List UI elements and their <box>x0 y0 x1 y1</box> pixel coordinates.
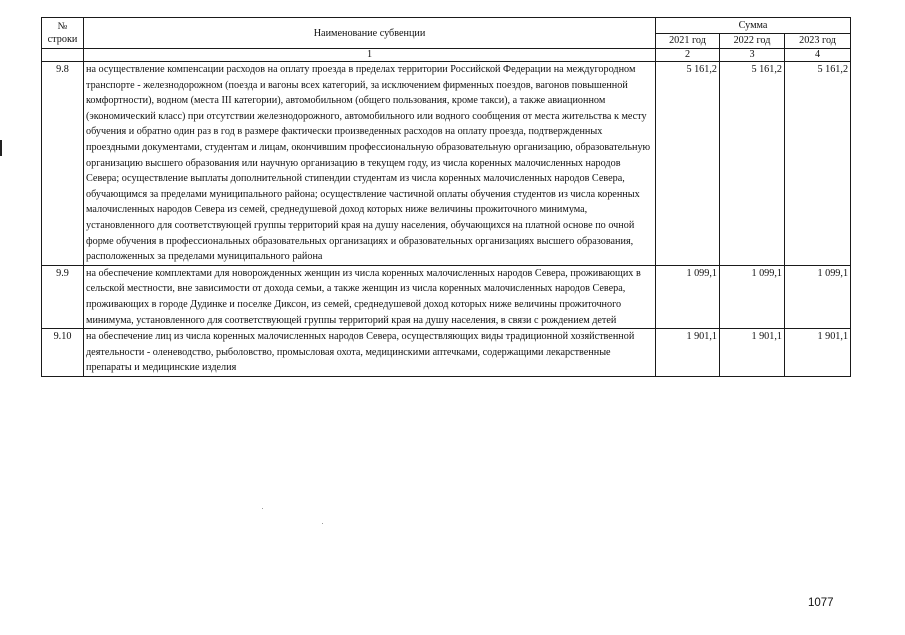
column-index-2: 2 <box>656 49 720 62</box>
header-row <box>42 18 851 34</box>
subsidy-name-cell: на обеспечение комплектами для новорожденных женщин из числа коренных малочисленных народов Севера, проживающих в сельской местности, вне зависимости от дохода семьи, а также женщин из числа коренных малочисленных народов Севера, проживающих в городе Дудинке и поселке Диксон, из семей, среднедушевой доход которых ниже величины прожиточного минимума, установленного для соответствующей группы территорий края на душу населения, в связи с рождением детей <box>84 265 656 328</box>
subsidy-table <box>41 17 851 377</box>
amount-2022-cell: 5 161,2 <box>720 62 785 266</box>
table-row <box>42 265 851 328</box>
subsidy-name-header: Наименование субвенции <box>84 18 656 49</box>
table-row <box>42 62 851 266</box>
table-row <box>42 329 851 377</box>
sum-header: Сумма <box>656 18 851 34</box>
column-index-empty <box>42 49 84 62</box>
year-2023-header: 2023 год <box>785 33 851 49</box>
row-number-cell: 9.10 <box>42 329 84 377</box>
subsidy-name-cell: на обеспечение лиц из числа коренных малочисленных народов Севера, осуществляющих виды традиционной хозяйственной деятельности - оленеводство, рыболовство, промысловая охота, медицинскими аптечками, содержащими лекарственные препараты и медицинские изделия <box>84 329 656 377</box>
amount-2021-cell: 5 161,2 <box>656 62 720 266</box>
year-2021-header: 2021 год <box>656 33 720 49</box>
page-number: 1077 <box>808 597 834 609</box>
column-index-1: 1 <box>84 49 656 62</box>
amount-2023-cell: 1 099,1 <box>785 265 851 328</box>
table-body <box>42 62 851 377</box>
amount-2022-cell: 1 901,1 <box>720 329 785 377</box>
row-number-header: № строки <box>42 18 84 49</box>
scan-speck <box>322 523 323 524</box>
row-number-cell: 9.8 <box>42 62 84 266</box>
column-index-row <box>42 49 851 62</box>
amount-2023-cell: 5 161,2 <box>785 62 851 266</box>
column-index-4: 4 <box>785 49 851 62</box>
amount-2021-cell: 1 099,1 <box>656 265 720 328</box>
row-number-cell: 9.9 <box>42 265 84 328</box>
margin-scan-mark <box>0 140 2 156</box>
amount-2023-cell: 1 901,1 <box>785 329 851 377</box>
scan-speck <box>262 508 263 509</box>
subsidy-name-cell: на осуществление компенсации расходов на оплату проезда в пределах территории Российской Федерации на междугородном транспорте - железнодорожном (поезда и вагоны всех категорий, за исключением фирменных поездов, вагонов повышенной комфортности), водном (места III категории), автомобильном (общего пользования, кроме такси), а также авиационном (экономический класс) при отсутствии железнодорожного, автомобильного или водного сообщения от места жительства к месту обучения и обратно один раз в год в размере фактически произведенных расходов на оплату проезда, подтвержденных проездными документами, студентам и лицам, окончившим профессиональную образовательную организацию, образовательную организацию высшего образования или научную организацию в текущем году, из числа коренных малочисленных народов Севера; осуществление выплаты дополнительной стипендии студентам из числа коренных малочисленных народов Севера, обучающимся за пределами муниципального района; осуществление частичной оплаты обучения студентов из числа коренных малочисленных народов Севера из семей, среднедушевой доход которых ниже величины прожиточного минимума, установленного для соответствующей группы территорий края на душу населения, обучающихся на платной основе по очной форме обучения в профессиональных образовательных организациях и образовательных организациях высшего образования, расположенных за пределами муниципального района <box>84 62 656 266</box>
column-index-3: 3 <box>720 49 785 62</box>
year-2022-header: 2022 год <box>720 33 785 49</box>
amount-2021-cell: 1 901,1 <box>656 329 720 377</box>
amount-2022-cell: 1 099,1 <box>720 265 785 328</box>
